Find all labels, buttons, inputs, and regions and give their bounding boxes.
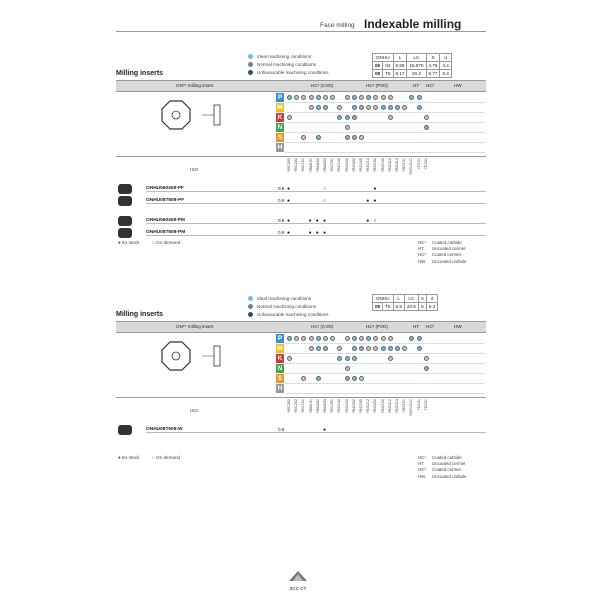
insert-drawing-icon: [156, 97, 246, 147]
suitability-ideal-icon: [316, 105, 321, 110]
material-row-line: [285, 102, 485, 103]
suitability-ideal-icon: [417, 346, 422, 351]
suitability-ideal-icon: [323, 105, 328, 110]
abbr-key: HC²: [418, 467, 426, 473]
suitability-ideal-icon: [417, 95, 422, 100]
suitability-normal-icon: [388, 356, 393, 361]
grade-name: YBG205: [359, 399, 363, 414]
material-row-line: [285, 363, 485, 364]
grade-name: YBG102: [337, 399, 342, 414]
suitability-normal-icon: [359, 336, 364, 341]
suitability-ideal-icon: [409, 95, 414, 100]
ex-stock-mark: ●: [366, 218, 370, 224]
suitability-ideal-icon: [395, 105, 400, 110]
legend-unfav: Unfavourable machining conditions: [248, 310, 329, 318]
grade-name: YBG252: [373, 399, 378, 414]
suitability-ideal-icon: [323, 346, 328, 351]
insert-drawing-icon: [156, 338, 246, 388]
suitability-ideal-icon: [366, 336, 371, 341]
corner-radius: 0.8: [278, 218, 285, 223]
grade-name: YD101: [416, 399, 421, 411]
material-n: N: [277, 124, 283, 131]
iso-label: ISO: [190, 168, 199, 173]
insert-code: ONHU08T508-PF: [146, 198, 486, 204]
dim-head: ONHU: [373, 295, 394, 303]
ex-stock-mark: ●: [315, 230, 319, 236]
grade-name: YBS151: [402, 158, 407, 172]
material-m: M: [277, 104, 283, 111]
dimension-table: [372, 53, 452, 78]
suitability-normal-icon: [287, 115, 292, 120]
abbr-key: HT: [418, 246, 424, 252]
suitability-ideal-icon: [359, 346, 364, 351]
suitability-ideal-icon: [417, 336, 422, 341]
dim-head-row: [373, 54, 452, 62]
iso-rule: [116, 156, 486, 157]
grade-name: YBC151: [301, 399, 306, 414]
grade-name: YBG102: [337, 158, 342, 173]
suitability-normal-icon: [359, 376, 364, 381]
dim-cell: 15.875: [407, 62, 426, 70]
material-row-line: [285, 343, 485, 344]
suitability-normal-icon: [337, 105, 342, 110]
dim-cell: 06: [373, 62, 383, 70]
abbr-key: HC¹: [418, 240, 426, 245]
dim-cell: 6.59: [393, 62, 407, 70]
hc2-label: HC²: [426, 324, 435, 329]
abbreviations: [418, 455, 466, 480]
grade-name: YNG151C: [409, 158, 414, 176]
iso-rule: [116, 397, 486, 398]
suitability-normal-icon: [373, 346, 378, 351]
dimension-table: [372, 294, 438, 311]
suitability-normal-icon: [373, 105, 378, 110]
grade-name: YBG312: [387, 399, 392, 414]
dim-row: [373, 62, 452, 70]
abbr-value: Coated carbide: [432, 240, 462, 245]
ex-stock-mark: ●: [366, 198, 370, 204]
suitability-ideal-icon: [381, 346, 386, 351]
suitability-normal-icon: [309, 105, 314, 110]
suitability-normal-icon: [402, 346, 407, 351]
ideal-icon: [248, 54, 253, 59]
suitability-ideal-icon: [409, 336, 414, 341]
suitability-normal-icon: [301, 376, 306, 381]
ex-stock-mark: ●: [308, 218, 312, 224]
suitability-ideal-icon: [337, 356, 342, 361]
abbr-value: Uncoated carbide: [432, 473, 467, 479]
suitability-ideal-icon: [352, 135, 357, 140]
material-row-line: [285, 132, 485, 133]
abbr-value: Uncoated cermet: [432, 246, 466, 252]
dim-head: LC: [404, 295, 418, 303]
dim-head: S: [426, 54, 440, 62]
material-k: K: [277, 355, 283, 362]
material-row-line: [285, 353, 485, 354]
grade-name: YBC251: [330, 399, 335, 414]
material-k: K: [277, 114, 283, 121]
suitability-ideal-icon: [287, 336, 292, 341]
suitability-normal-icon: [373, 95, 378, 100]
suitability-normal-icon: [345, 366, 350, 371]
dim-cell: 4.4: [440, 62, 451, 70]
abbr-value: Coated cermet: [432, 252, 461, 258]
footer-on-demand: ○ On demand: [152, 455, 181, 460]
grade-name: YBG302: [351, 158, 356, 173]
corner-radius: 0.8: [278, 230, 285, 235]
insert-photo-icon: [118, 216, 132, 226]
unfav-icon: [248, 312, 253, 317]
material-row-line: [285, 122, 485, 123]
material-h: H: [277, 144, 283, 151]
hw-label: HW: [454, 324, 462, 329]
abbr-key: HC²: [418, 252, 426, 258]
grade-name: YD201: [423, 158, 428, 170]
suitability-ideal-icon: [337, 115, 342, 120]
on-demand-mark: ○: [323, 186, 327, 192]
material-row-line: [285, 142, 485, 143]
suitability-normal-icon: [366, 346, 371, 351]
abbr-key: HW: [418, 258, 426, 264]
suitability-ideal-icon: [352, 336, 357, 341]
dim-head: d: [440, 54, 451, 62]
suitability-ideal-icon: [345, 356, 350, 361]
grade-name: YBG313: [395, 399, 399, 414]
grade-group-bar: [116, 81, 486, 92]
footer-ex: ● Ex stock: [118, 240, 140, 245]
suitability-ideal-icon: [424, 366, 429, 371]
grade-name: YBM151: [308, 158, 313, 173]
group-label: ON** milling insert: [176, 83, 214, 88]
suitability-normal-icon: [381, 336, 386, 341]
insert-code: ONHU08T508-PM: [146, 230, 486, 236]
abbr-line: [418, 259, 466, 265]
suitability-normal-icon: [330, 95, 335, 100]
grade-name: YBM253: [323, 158, 327, 173]
brand-logo: ZCC·CT: [278, 568, 318, 591]
suitability-normal-icon: [388, 115, 393, 120]
grade-name: YBG205: [359, 158, 363, 173]
legend: [248, 294, 329, 318]
grade-name: YBM252: [315, 399, 320, 414]
grade-name: YBG302: [351, 399, 356, 414]
suitability-normal-icon: [301, 95, 306, 100]
grade-name: YBG202: [344, 399, 349, 414]
normal-icon: [248, 62, 253, 67]
grade-name: YBG212: [366, 399, 371, 414]
on-demand-mark: ○: [323, 198, 327, 204]
suitability-ideal-icon: [352, 95, 357, 100]
dim-cell: 04: [383, 62, 393, 70]
dim-head: d: [426, 295, 437, 303]
dim-head: LC: [407, 54, 426, 62]
suitability-normal-icon: [323, 95, 328, 100]
grade-name: YBG152: [380, 158, 385, 173]
footer-on-demand: ○ On demand: [152, 240, 181, 245]
dim-cell: 5.77: [426, 70, 440, 78]
suitability-normal-icon: [359, 95, 364, 100]
suitability-normal-icon: [381, 95, 386, 100]
dim-cell: 5.3: [426, 303, 437, 311]
legend-normal: Normal machining conditions: [248, 60, 329, 68]
corner-radius: 0.8: [278, 198, 285, 203]
material-row-line: [285, 112, 485, 113]
suitability-normal-icon: [294, 95, 299, 100]
grade-name: YBG152: [380, 399, 385, 414]
suitability-ideal-icon: [359, 105, 364, 110]
legend-ideal: Ideal machining conditions: [248, 52, 329, 60]
logo-icon: [289, 571, 307, 581]
abbr-value: Coated cermet: [432, 467, 461, 473]
ex-stock-mark: ●: [315, 218, 319, 224]
grade-grid: [116, 81, 486, 236]
suitability-normal-icon: [301, 336, 306, 341]
ex-stock-mark: ●: [323, 218, 327, 224]
dim-row: [373, 303, 438, 311]
suitability-ideal-icon: [316, 346, 321, 351]
suitability-ideal-icon: [352, 376, 357, 381]
suitability-ideal-icon: [388, 346, 393, 351]
abbreviations: [418, 240, 466, 265]
header-section: Face milling: [320, 22, 355, 29]
suitability-normal-icon: [323, 336, 328, 341]
suitability-normal-icon: [287, 356, 292, 361]
suitability-normal-icon: [309, 95, 314, 100]
hc1-pvd-label: HC¹ (PVD): [366, 324, 388, 329]
ex-stock-mark: ●: [323, 427, 327, 433]
suitability-normal-icon: [424, 356, 429, 361]
material-row-line: [285, 393, 485, 394]
suitability-ideal-icon: [352, 115, 357, 120]
legend-unfav: Unfavourable machining conditions: [248, 68, 329, 76]
legend-normal: Normal machining conditions: [248, 302, 329, 310]
suitability-normal-icon: [345, 336, 350, 341]
dim-cell: T5: [383, 303, 393, 311]
ex-stock-mark: ●: [373, 186, 377, 192]
grade-name: YBC302: [287, 158, 291, 173]
dim-cell: 4.76: [426, 62, 440, 70]
grade-name: YBM253: [323, 399, 327, 414]
ex-stock-mark: ●: [287, 186, 291, 192]
suitability-ideal-icon: [345, 115, 350, 120]
grade-name: YBC151: [301, 158, 306, 173]
material-n: N: [277, 365, 283, 372]
grade-group-bar: [116, 322, 486, 333]
ex-stock-mark: ●: [287, 198, 291, 204]
suitability-normal-icon: [402, 105, 407, 110]
grade-name: YBM252: [315, 158, 320, 173]
material-s: S: [277, 134, 283, 141]
suitability-normal-icon: [309, 336, 314, 341]
hc1-cvd-label: HC¹ (CVD): [311, 83, 334, 88]
grade-name: YBC202: [294, 399, 299, 414]
ideal-icon: [248, 296, 253, 301]
abbr-value: Coated carbide: [432, 455, 462, 460]
dim-cell: 20.2: [407, 70, 426, 78]
abbr-key: HW: [418, 473, 426, 479]
hw-label: HW: [454, 83, 462, 88]
hc2-label: HC²: [426, 83, 435, 88]
iso-label: ISO: [190, 409, 199, 414]
dim-cell: T6: [383, 70, 393, 78]
suitability-normal-icon: [388, 95, 393, 100]
grade-name: YBC251: [330, 158, 335, 173]
legend-ideal: Ideal machining conditions: [248, 294, 329, 302]
on-demand-mark: ○: [373, 218, 377, 224]
suitability-normal-icon: [309, 346, 314, 351]
grade-name: YBG252: [373, 158, 378, 173]
footer-ex: ● Ex stock: [118, 455, 140, 460]
suitability-ideal-icon: [388, 105, 393, 110]
suitability-normal-icon: [294, 336, 299, 341]
suitability-normal-icon: [345, 95, 350, 100]
insert-photo-icon: [118, 184, 132, 194]
grade-name: YD101: [416, 158, 421, 170]
header-rule: [116, 31, 486, 32]
grade-name: YBG202: [344, 158, 349, 173]
group-label: ON** milling insert: [176, 324, 214, 329]
grade-grid: [116, 322, 486, 442]
suitability-normal-icon: [345, 125, 350, 130]
ex-stock-mark: ●: [287, 218, 291, 224]
ht-label: HT: [413, 324, 420, 329]
suitability-ideal-icon: [352, 356, 357, 361]
suitability-normal-icon: [330, 336, 335, 341]
suitability-ideal-icon: [417, 105, 422, 110]
suitability-normal-icon: [366, 105, 371, 110]
suitability-ideal-icon: [316, 336, 321, 341]
suitability-ideal-icon: [287, 95, 292, 100]
normal-icon: [248, 304, 253, 309]
dim-cell: 6: [418, 303, 426, 311]
suitability-normal-icon: [337, 346, 342, 351]
insert-photo-icon: [118, 425, 132, 435]
grade-name: YBS151: [402, 399, 407, 413]
suitability-ideal-icon: [366, 95, 371, 100]
abbr-key: HT: [418, 461, 424, 467]
insert-code: ONHU060408-PM: [146, 218, 486, 224]
grade-name: YBC202: [294, 158, 299, 173]
section-title: Milling inserts: [116, 70, 164, 77]
suitability-normal-icon: [359, 135, 364, 140]
suitability-ideal-icon: [316, 135, 321, 140]
material-h: H: [277, 385, 283, 392]
dim-cell: 08: [373, 303, 383, 311]
dim-cell: 6.9: [393, 303, 404, 311]
legend: [248, 52, 329, 76]
grade-name: YD201: [423, 399, 428, 411]
dim-head-row: [373, 295, 438, 303]
insert-code: ONHU08T508-W: [146, 427, 486, 433]
dim-head: L: [393, 54, 407, 62]
insert-photo-icon: [118, 228, 132, 238]
hc1-pvd-label: HC¹ (PVD): [366, 83, 388, 88]
material-row-line: [285, 373, 485, 374]
material-s: S: [277, 375, 283, 382]
dim-row: [373, 70, 452, 78]
grade-name: YBG312: [387, 158, 392, 173]
grade-name: YBC302: [287, 399, 291, 414]
ex-stock-mark: ●: [308, 230, 312, 236]
ex-stock-mark: ●: [323, 230, 327, 236]
dim-head: ONHU: [373, 54, 394, 62]
abbr-line: [418, 474, 466, 480]
suitability-ideal-icon: [381, 105, 386, 110]
abbr-value: Uncoated cermet: [432, 461, 466, 467]
corner-radius: 0.8: [278, 427, 285, 432]
dim-cell: 08: [373, 70, 383, 78]
material-p: P: [277, 94, 283, 101]
grade-name: YBG313: [395, 158, 399, 173]
suitability-normal-icon: [424, 115, 429, 120]
suitability-normal-icon: [301, 135, 306, 140]
material-row-line: [285, 152, 485, 153]
unfav-icon: [248, 70, 253, 75]
corner-radius: 0.8: [278, 186, 285, 191]
dim-cell: 6.3: [440, 70, 451, 78]
suitability-ideal-icon: [345, 376, 350, 381]
ex-stock-mark: ●: [287, 230, 291, 236]
suitability-ideal-icon: [345, 135, 350, 140]
suitability-ideal-icon: [352, 105, 357, 110]
grade-name: YBG212: [366, 158, 371, 173]
abbr-value: Uncoated carbide: [432, 258, 467, 264]
insert-photo-icon: [118, 196, 132, 206]
suitability-normal-icon: [388, 336, 393, 341]
material-row-line: [285, 383, 485, 384]
suitability-ideal-icon: [316, 376, 321, 381]
grade-name: YNG151C: [409, 399, 414, 417]
suitability-ideal-icon: [424, 125, 429, 130]
dim-cell: 8.17: [393, 70, 407, 78]
suitability-ideal-icon: [316, 95, 321, 100]
dim-head: S: [418, 295, 426, 303]
insert-code: ONHU060408-PF: [146, 186, 486, 192]
suitability-normal-icon: [373, 336, 378, 341]
material-m: M: [277, 345, 283, 352]
material-p: P: [277, 335, 283, 342]
suitability-ideal-icon: [352, 346, 357, 351]
ex-stock-mark: ●: [373, 198, 377, 204]
dim-head: L: [393, 295, 404, 303]
dim-cell: 20.5: [404, 303, 418, 311]
ht-label: HT: [413, 83, 420, 88]
page-title: Indexable milling: [364, 17, 462, 31]
abbr-key: HC¹: [418, 455, 426, 460]
section-title: Milling inserts: [116, 311, 164, 318]
suitability-ideal-icon: [395, 346, 400, 351]
hc1-cvd-label: HC¹ (CVD): [311, 324, 334, 329]
grade-name: YBM151: [308, 399, 313, 414]
